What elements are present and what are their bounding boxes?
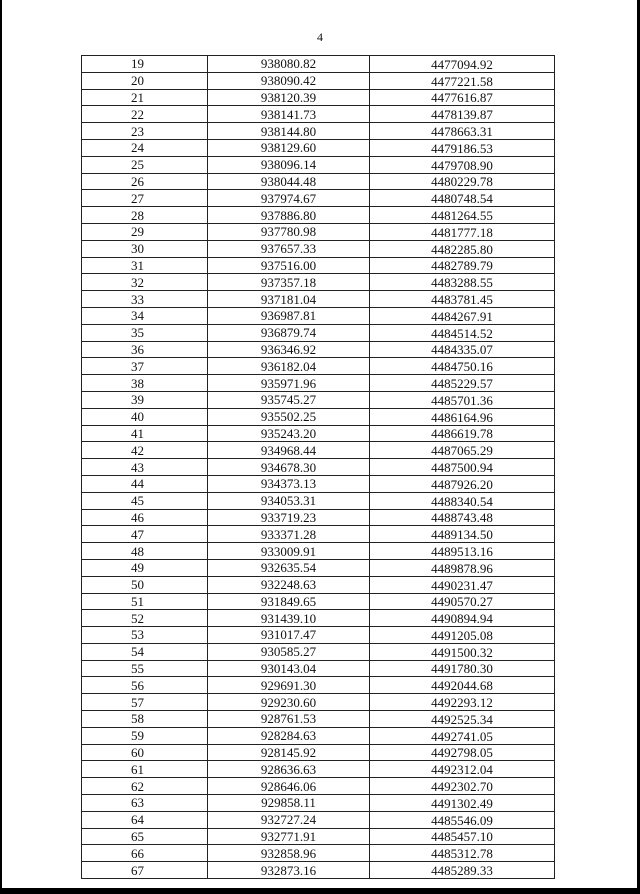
x-coordinate-cell: 928636.63 — [208, 761, 370, 778]
y-coordinate-cell: 4484335.07 — [370, 341, 555, 358]
x-coordinate-cell: 936987.81 — [208, 307, 370, 324]
table-row — [82, 543, 555, 560]
x-coordinate-cell: 938044.48 — [208, 173, 370, 190]
table-row — [82, 307, 555, 324]
table-row — [82, 593, 555, 610]
point-number-cell: 41 — [82, 425, 208, 442]
point-number-cell: 63 — [82, 795, 208, 812]
point-number-cell: 52 — [82, 610, 208, 627]
y-coordinate-cell: 4480229.78 — [370, 173, 555, 190]
x-coordinate-cell: 932248.63 — [208, 576, 370, 593]
point-number-cell: 51 — [82, 593, 208, 610]
table-row — [82, 358, 555, 375]
table-row — [82, 492, 555, 509]
point-number-cell: 37 — [82, 358, 208, 375]
y-coordinate-cell: 4485457.10 — [370, 828, 555, 845]
x-coordinate-cell: 933719.23 — [208, 509, 370, 526]
y-coordinate-cell: 4485289.33 — [370, 862, 555, 879]
x-coordinate-cell: 932873.16 — [208, 862, 370, 879]
table-row — [82, 190, 555, 207]
table-row — [82, 744, 555, 761]
point-number-cell: 24 — [82, 139, 208, 156]
x-coordinate-cell: 933371.28 — [208, 526, 370, 543]
y-coordinate-cell: 4485546.09 — [370, 811, 555, 828]
y-coordinate-cell: 4491500.32 — [370, 643, 555, 660]
point-number-cell: 66 — [82, 845, 208, 862]
x-coordinate-cell: 934373.13 — [208, 475, 370, 492]
point-number-cell: 58 — [82, 711, 208, 728]
y-coordinate-cell: 4484514.52 — [370, 324, 555, 341]
table-row — [82, 643, 555, 660]
y-coordinate-cell: 4481777.18 — [370, 223, 555, 240]
coordinates-table-body — [82, 56, 555, 879]
point-number-cell: 62 — [82, 778, 208, 795]
x-coordinate-cell: 930585.27 — [208, 643, 370, 660]
x-coordinate-cell: 937516.00 — [208, 257, 370, 274]
y-coordinate-cell: 4491780.30 — [370, 660, 555, 677]
x-coordinate-cell: 937357.18 — [208, 274, 370, 291]
point-number-cell: 28 — [82, 207, 208, 224]
x-coordinate-cell: 932727.24 — [208, 811, 370, 828]
point-number-cell: 56 — [82, 677, 208, 694]
y-coordinate-cell: 4484267.91 — [370, 307, 555, 324]
table-row — [82, 341, 555, 358]
x-coordinate-cell: 928145.92 — [208, 744, 370, 761]
point-number-cell: 47 — [82, 526, 208, 543]
y-coordinate-cell: 4492312.04 — [370, 761, 555, 778]
y-coordinate-cell: 4478663.31 — [370, 123, 555, 140]
y-coordinate-cell: 4489134.50 — [370, 526, 555, 543]
y-coordinate-cell: 4483781.45 — [370, 291, 555, 308]
point-number-cell: 33 — [82, 291, 208, 308]
x-coordinate-cell: 928646.06 — [208, 778, 370, 795]
point-number-cell: 35 — [82, 324, 208, 341]
y-coordinate-cell: 4492798.05 — [370, 744, 555, 761]
x-coordinate-cell: 933009.91 — [208, 543, 370, 560]
x-coordinate-cell: 938096.14 — [208, 156, 370, 173]
x-coordinate-cell: 934053.31 — [208, 492, 370, 509]
x-coordinate-cell: 936182.04 — [208, 358, 370, 375]
table-row — [82, 291, 555, 308]
x-coordinate-cell: 936879.74 — [208, 324, 370, 341]
y-coordinate-cell: 4490894.94 — [370, 610, 555, 627]
table-row — [82, 711, 555, 728]
x-coordinate-cell: 931017.47 — [208, 627, 370, 644]
x-coordinate-cell: 938080.82 — [208, 56, 370, 73]
table-row — [82, 324, 555, 341]
table-row — [82, 442, 555, 459]
y-coordinate-cell: 4485229.57 — [370, 375, 555, 392]
y-coordinate-cell: 4477221.58 — [370, 72, 555, 89]
x-coordinate-cell: 929230.60 — [208, 694, 370, 711]
table-row — [82, 274, 555, 291]
point-number-cell: 67 — [82, 862, 208, 879]
point-number-cell: 49 — [82, 559, 208, 576]
y-coordinate-cell: 4490570.27 — [370, 593, 555, 610]
point-number-cell: 42 — [82, 442, 208, 459]
y-coordinate-cell: 4477094.92 — [370, 56, 555, 73]
table-row — [82, 425, 555, 442]
table-row — [82, 778, 555, 795]
table-row — [82, 139, 555, 156]
y-coordinate-cell: 4486164.96 — [370, 408, 555, 425]
table-row — [82, 257, 555, 274]
table-row — [82, 627, 555, 644]
table-row — [82, 89, 555, 106]
table-row — [82, 56, 555, 73]
point-number-cell: 65 — [82, 828, 208, 845]
table-row — [82, 106, 555, 123]
x-coordinate-cell: 937780.98 — [208, 223, 370, 240]
point-number-cell: 29 — [82, 223, 208, 240]
table-row — [82, 811, 555, 828]
point-number-cell: 50 — [82, 576, 208, 593]
point-number-cell: 53 — [82, 627, 208, 644]
point-number-cell: 27 — [82, 190, 208, 207]
table-row — [82, 123, 555, 140]
point-number-cell: 55 — [82, 660, 208, 677]
x-coordinate-cell: 935502.25 — [208, 408, 370, 425]
y-coordinate-cell: 4483288.55 — [370, 274, 555, 291]
table-row — [82, 795, 555, 812]
x-coordinate-cell: 931849.65 — [208, 593, 370, 610]
table-row — [82, 509, 555, 526]
scan-edge-left — [0, 0, 2, 894]
table-row — [82, 207, 555, 224]
point-number-cell: 31 — [82, 257, 208, 274]
x-coordinate-cell: 935243.20 — [208, 425, 370, 442]
point-number-cell: 21 — [82, 89, 208, 106]
y-coordinate-cell: 4486619.78 — [370, 425, 555, 442]
y-coordinate-cell: 4485312.78 — [370, 845, 555, 862]
point-number-cell: 43 — [82, 459, 208, 476]
x-coordinate-cell: 935745.27 — [208, 391, 370, 408]
y-coordinate-cell: 4479186.53 — [370, 139, 555, 156]
y-coordinate-cell: 4491205.08 — [370, 627, 555, 644]
point-number-cell: 34 — [82, 307, 208, 324]
point-number-cell: 59 — [82, 727, 208, 744]
table-row — [82, 677, 555, 694]
table-row — [82, 559, 555, 576]
x-coordinate-cell: 932858.96 — [208, 845, 370, 862]
x-coordinate-cell: 937181.04 — [208, 291, 370, 308]
table-row — [82, 240, 555, 257]
y-coordinate-cell: 4489513.16 — [370, 543, 555, 560]
point-number-cell: 19 — [82, 56, 208, 73]
x-coordinate-cell: 932635.54 — [208, 559, 370, 576]
point-number-cell: 32 — [82, 274, 208, 291]
table-row — [82, 660, 555, 677]
table-row — [82, 610, 555, 627]
point-number-cell: 44 — [82, 475, 208, 492]
table-row — [82, 475, 555, 492]
table-row — [82, 862, 555, 879]
table-row — [82, 72, 555, 89]
y-coordinate-cell: 4488340.54 — [370, 492, 555, 509]
table-row — [82, 576, 555, 593]
table-row — [82, 727, 555, 744]
table-row — [82, 391, 555, 408]
x-coordinate-cell: 932771.91 — [208, 828, 370, 845]
y-coordinate-cell: 4492741.05 — [370, 727, 555, 744]
point-number-cell: 57 — [82, 694, 208, 711]
y-coordinate-cell: 4492525.34 — [370, 711, 555, 728]
table-row — [82, 694, 555, 711]
y-coordinate-cell: 4488743.48 — [370, 509, 555, 526]
table-row — [82, 845, 555, 862]
x-coordinate-cell: 937886.80 — [208, 207, 370, 224]
y-coordinate-cell: 4478139.87 — [370, 106, 555, 123]
x-coordinate-cell: 938129.60 — [208, 139, 370, 156]
x-coordinate-cell: 937657.33 — [208, 240, 370, 257]
x-coordinate-cell: 934968.44 — [208, 442, 370, 459]
table-row — [82, 375, 555, 392]
point-number-cell: 30 — [82, 240, 208, 257]
table-row — [82, 408, 555, 425]
point-number-cell: 38 — [82, 375, 208, 392]
x-coordinate-cell: 930143.04 — [208, 660, 370, 677]
table-row — [82, 526, 555, 543]
coordinates-table — [81, 55, 555, 879]
point-number-cell: 60 — [82, 744, 208, 761]
x-coordinate-cell: 936346.92 — [208, 341, 370, 358]
y-coordinate-cell: 4487065.29 — [370, 442, 555, 459]
y-coordinate-cell: 4489878.96 — [370, 559, 555, 576]
x-coordinate-cell: 938144.80 — [208, 123, 370, 140]
point-number-cell: 39 — [82, 391, 208, 408]
x-coordinate-cell: 937974.67 — [208, 190, 370, 207]
point-number-cell: 23 — [82, 123, 208, 140]
point-number-cell: 25 — [82, 156, 208, 173]
table-row — [82, 156, 555, 173]
y-coordinate-cell: 4490231.47 — [370, 576, 555, 593]
y-coordinate-cell: 4481264.55 — [370, 207, 555, 224]
y-coordinate-cell: 4492302.70 — [370, 778, 555, 795]
x-coordinate-cell: 929858.11 — [208, 795, 370, 812]
point-number-cell: 26 — [82, 173, 208, 190]
table-row — [82, 828, 555, 845]
point-number-cell: 36 — [82, 341, 208, 358]
x-coordinate-cell: 928761.53 — [208, 711, 370, 728]
x-coordinate-cell: 935971.96 — [208, 375, 370, 392]
scan-edge-bottom — [0, 888, 640, 894]
y-coordinate-cell: 4479708.90 — [370, 156, 555, 173]
point-number-cell: 45 — [82, 492, 208, 509]
x-coordinate-cell: 934678.30 — [208, 459, 370, 476]
x-coordinate-cell: 928284.63 — [208, 727, 370, 744]
y-coordinate-cell: 4482789.79 — [370, 257, 555, 274]
table-row — [82, 761, 555, 778]
y-coordinate-cell: 4487500.94 — [370, 459, 555, 476]
x-coordinate-cell: 938090.42 — [208, 72, 370, 89]
table-row — [82, 173, 555, 190]
point-number-cell: 22 — [82, 106, 208, 123]
x-coordinate-cell: 938120.39 — [208, 89, 370, 106]
point-number-cell: 64 — [82, 811, 208, 828]
y-coordinate-cell: 4482285.80 — [370, 240, 555, 257]
point-number-cell: 40 — [82, 408, 208, 425]
y-coordinate-cell: 4484750.16 — [370, 358, 555, 375]
point-number-cell: 61 — [82, 761, 208, 778]
table-row — [82, 223, 555, 240]
x-coordinate-cell: 938141.73 — [208, 106, 370, 123]
y-coordinate-cell: 4477616.87 — [370, 89, 555, 106]
x-coordinate-cell: 929691.30 — [208, 677, 370, 694]
y-coordinate-cell: 4487926.20 — [370, 475, 555, 492]
point-number-cell: 46 — [82, 509, 208, 526]
point-number-cell: 48 — [82, 543, 208, 560]
point-number-cell: 54 — [82, 643, 208, 660]
page-number: 4 — [317, 30, 323, 44]
x-coordinate-cell: 931439.10 — [208, 610, 370, 627]
y-coordinate-cell: 4492044.68 — [370, 677, 555, 694]
point-number-cell: 20 — [82, 72, 208, 89]
y-coordinate-cell: 4491302.49 — [370, 795, 555, 812]
y-coordinate-cell: 4492293.12 — [370, 694, 555, 711]
table-row — [82, 459, 555, 476]
y-coordinate-cell: 4480748.54 — [370, 190, 555, 207]
y-coordinate-cell: 4485701.36 — [370, 391, 555, 408]
